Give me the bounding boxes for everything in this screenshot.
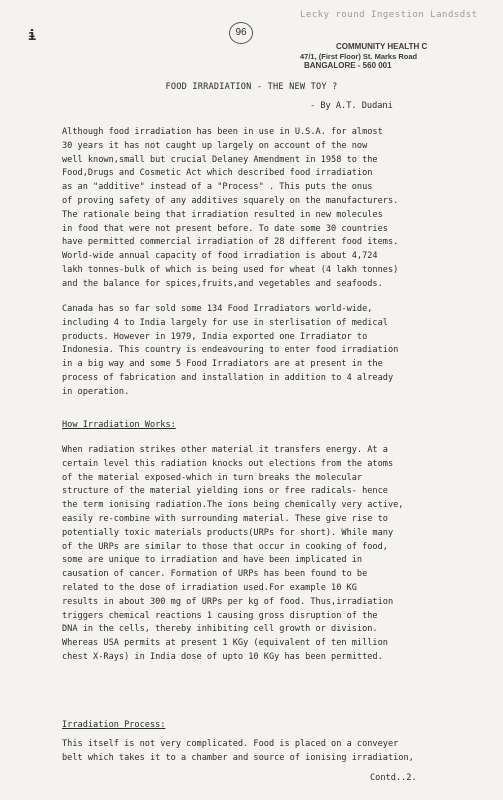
- text-line: When radiation strikes other material it transfers energy. At a: [62, 445, 388, 455]
- text-line: of proving safety of any additives squarely on the manufacturers.: [62, 195, 399, 206]
- paragraph-3: [62, 444, 482, 665]
- text-line: The rationale being that irradiation resulted in new molecules: [62, 209, 383, 220]
- text-line: DNA in the cells, thereby inhibiting cell growth or division.: [62, 624, 378, 635]
- text-line: chest X-Rays) in India dose of upto 10 KGy has been permitted.: [62, 651, 383, 662]
- text-line: Food,Drugs and Cosmetic Act which described food irradiation: [62, 168, 373, 179]
- text-line: certain level this radiation knocks out elections from the atoms: [62, 458, 394, 469]
- stamp-line-1: COMMUNITY HEALTH C: [336, 42, 428, 51]
- text-line: have permitted commercial irradiation of 28 different food items.: [62, 237, 399, 248]
- text-line: Although food irradiation has been in use in U.S.A. for almost: [62, 127, 383, 137]
- text-line: in food that were not present before. To date some 30 countries: [62, 223, 388, 234]
- stamp-line-2: 47/1, (First Floor) St. Marks Road: [300, 51, 418, 61]
- text-line: the term ionising radiation.The ions being chemically very active,: [62, 500, 404, 511]
- heading-how-irradiation-works: How Irradiation Works:: [62, 420, 176, 430]
- text-line: in a big way and some 5 Food Irradiators are at present in the: [62, 359, 383, 370]
- text-line: of the URPs are similar to those that occur in cooking of food,: [62, 541, 388, 552]
- text-line: structure of the material yielding ions or free radicals- hence: [62, 486, 388, 497]
- address-stamp: [300, 42, 427, 71]
- handwritten-mark: ɨ: [28, 28, 37, 44]
- text-line: as an "additive" instead of a "Process" . This puts the onus: [62, 182, 373, 193]
- text-line: World-wide annual capacity of food irradiation is about 4,724: [62, 251, 378, 262]
- paragraph-2: [62, 303, 482, 400]
- text-line: Whereas USA permits at present 1 KGy (equivalent of ten million: [62, 638, 388, 649]
- text-line: Canada has so far sold some 134 Food Irradiators world-wide,: [62, 304, 373, 314]
- document-title: FOOD IRRADIATION - THE NEW TOY ?: [165, 82, 338, 92]
- page-number-circle: 96: [229, 22, 253, 44]
- text-line: triggers chemical reactions 1 causing gross disruption of the: [62, 610, 378, 621]
- text-line: This itself is not very complicated. Food is placed on a conveyer: [62, 739, 399, 749]
- faint-stamp-text: Lecky round Ingestion Landsdst: [300, 10, 478, 20]
- heading-irradiation-process: Irradiation Process:: [62, 720, 166, 730]
- text-line: potentially toxic materials products(URPs for short). While many: [62, 527, 394, 538]
- text-line: process of fabrication and installation in addition to 4 already: [62, 372, 394, 383]
- text-line: some are unique to irradiation and have been implicated in: [62, 555, 363, 566]
- text-line: including 4 to India largely for use in sterlisation of medical: [62, 317, 388, 328]
- text-line: of the material exposed-which in turn breaks the molecular: [62, 472, 363, 483]
- text-line: belt which takes it to a chamber and source of ionising irradiation,: [62, 752, 414, 763]
- text-line: Indonesia. This country is endeavouring to enter food irradiation: [62, 345, 399, 356]
- text-line: products. However in 1979, India exported one Irradiator to: [62, 331, 368, 342]
- paragraph-1: [62, 126, 482, 292]
- text-line: lakh tonnes-bulk of which is being used for wheat (4 lakh tonnes): [62, 264, 399, 275]
- text-line: easily re-combine with surrounding material. These give rise to: [62, 513, 388, 524]
- text-line: and the balance for spices,fruits,and vegetables and seafoods.: [62, 278, 383, 289]
- text-line: 30 years it has not caught up largely on account of the now: [62, 140, 368, 151]
- continued-marker: Contd..2.: [370, 773, 417, 783]
- text-line: related to the dose of irradiation used.For example 10 KG: [62, 582, 357, 593]
- author-line: - By A.T. Dudani: [310, 101, 393, 111]
- text-line: well known,small but crucial Delaney Amendment in 1958 to the: [62, 154, 378, 165]
- text-line: causation of cancer. Formation of URPs has been found to be: [62, 569, 368, 580]
- text-line: in operation.: [62, 386, 130, 397]
- stamp-line-3: BANGALORE - 560 001: [304, 61, 392, 70]
- text-line: results in about 300 mg of URPs per kg of food. Thus,irradiation: [62, 596, 394, 607]
- paragraph-4: [62, 738, 482, 766]
